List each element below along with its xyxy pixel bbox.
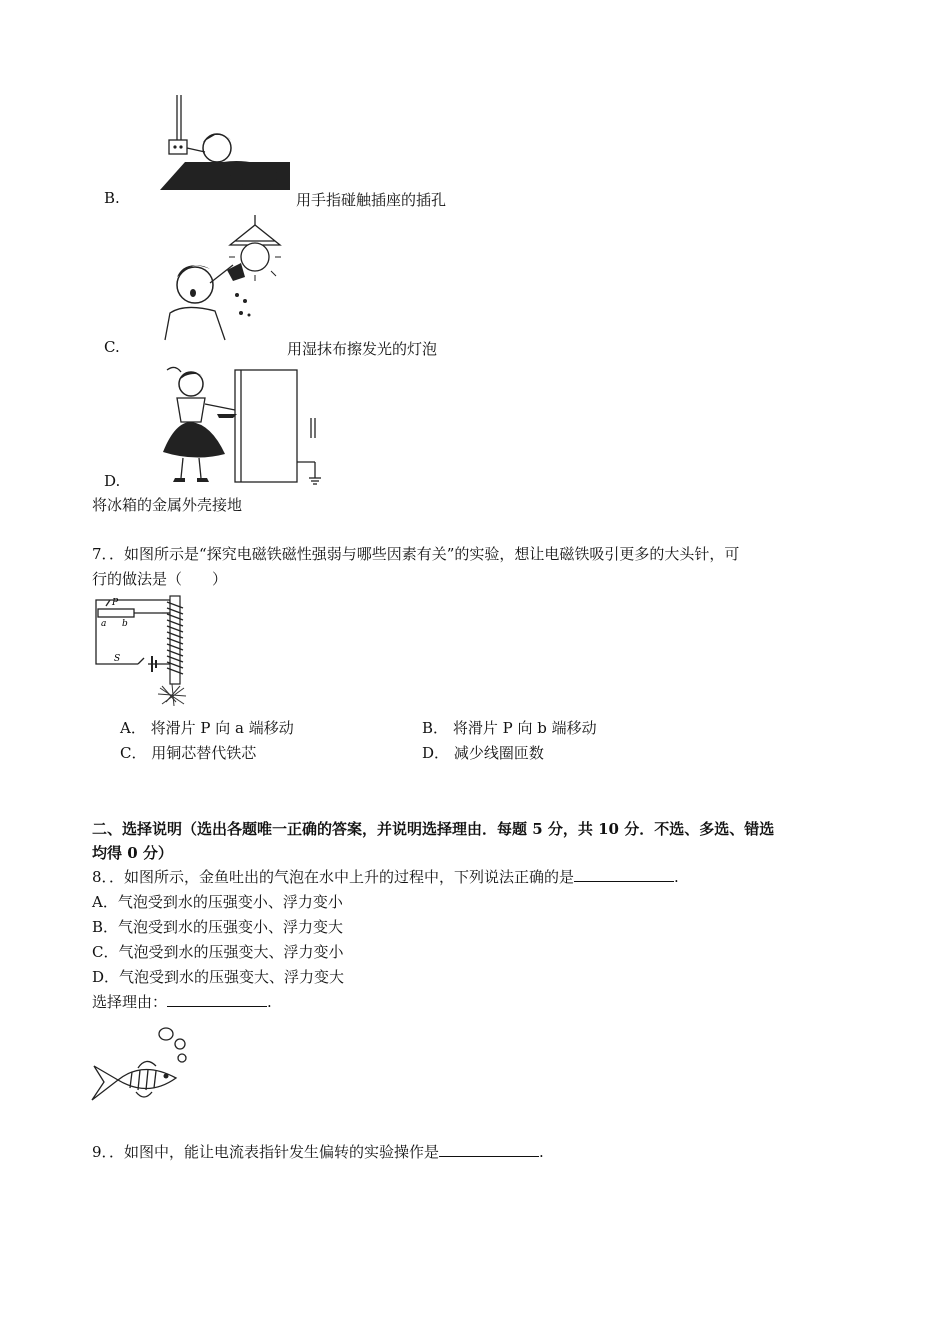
option-letter: C． xyxy=(120,744,147,762)
q7-option-a[interactable] xyxy=(120,717,294,738)
q7-stem-line1: 7．．如图所示是“探究电磁铁磁性强弱与哪些因素有关”的实验，想让电磁铁吸引更多的大头针，可 xyxy=(92,545,740,563)
option-letter: A． xyxy=(120,719,146,737)
q7-option-b[interactable] xyxy=(422,717,597,738)
q7-option-d[interactable] xyxy=(422,742,544,763)
figure-electromagnet-circuit xyxy=(92,592,202,710)
label-p: P xyxy=(112,598,119,608)
option-text: 将滑片 P 向 a 端移动 xyxy=(150,719,294,737)
q8-reason xyxy=(92,991,272,1012)
q8-option-c[interactable]: C．气泡受到水的压强变大、浮力变小 xyxy=(92,943,344,961)
label-a: a xyxy=(101,619,107,629)
q9-stem-text: 9．．如图中，能让电流表指针发生偏转的实验操作是 xyxy=(92,1143,440,1161)
q8-stem xyxy=(92,866,679,887)
figure-socket-touch xyxy=(155,90,295,195)
q9-answer-blank[interactable] xyxy=(439,1142,539,1157)
option-text: 用湿抹布擦发光的灯泡 xyxy=(287,340,438,358)
section-heading-line1: 二、选择说明（选出各题唯一正确的答案，并说明选择理由．每题 5 分，共 10 分．不选、多选、错选 xyxy=(92,820,775,838)
figure-wet-cloth-bulb xyxy=(155,215,295,345)
q8-option-a[interactable]: A．气泡受到水的压强变小、浮力变小 xyxy=(92,893,343,911)
figure-goldfish-bubbles xyxy=(88,1022,198,1108)
q8-reason-blank[interactable] xyxy=(167,992,267,1007)
option-letter: B． xyxy=(422,719,449,737)
option-text: 将滑片 P 向 b 端移动 xyxy=(452,719,597,737)
option-letter: D． xyxy=(422,744,450,762)
q8-option-b[interactable]: B．气泡受到水的压强变小、浮力变大 xyxy=(92,918,344,936)
period: . xyxy=(267,993,272,1011)
period: . xyxy=(674,868,679,886)
option-text: 用手指碰触插座的插孔 xyxy=(296,191,447,209)
option-letter: D. xyxy=(104,472,121,490)
option-letter: C. xyxy=(104,338,120,356)
q8-option-d[interactable]: D．气泡受到水的压强变大、浮力变大 xyxy=(92,968,345,986)
q8-reason-label: 选择理由： xyxy=(92,993,168,1011)
figure-fridge-ground xyxy=(155,362,335,487)
label-s: S xyxy=(114,654,121,664)
q7-option-c[interactable] xyxy=(120,742,256,763)
label-b: b xyxy=(122,619,128,629)
q7-stem-line2: 行的做法是（ ） xyxy=(92,570,228,588)
option-text: 用铜芯替代铁芯 xyxy=(151,744,257,762)
option-letter: B. xyxy=(104,189,120,207)
section-heading-line2: 均得 0 分） xyxy=(92,844,173,862)
q8-stem-text: 8．．如图所示，金鱼吐出的气泡在水中上升的过程中，下列说法正确的是 xyxy=(92,868,575,886)
option-text: 减少线圈匝数 xyxy=(453,744,544,762)
q8-answer-blank[interactable] xyxy=(574,867,674,882)
option-text: 将冰箱的金属外壳接地 xyxy=(92,496,243,514)
period: . xyxy=(539,1143,544,1161)
q9-stem xyxy=(92,1141,544,1162)
